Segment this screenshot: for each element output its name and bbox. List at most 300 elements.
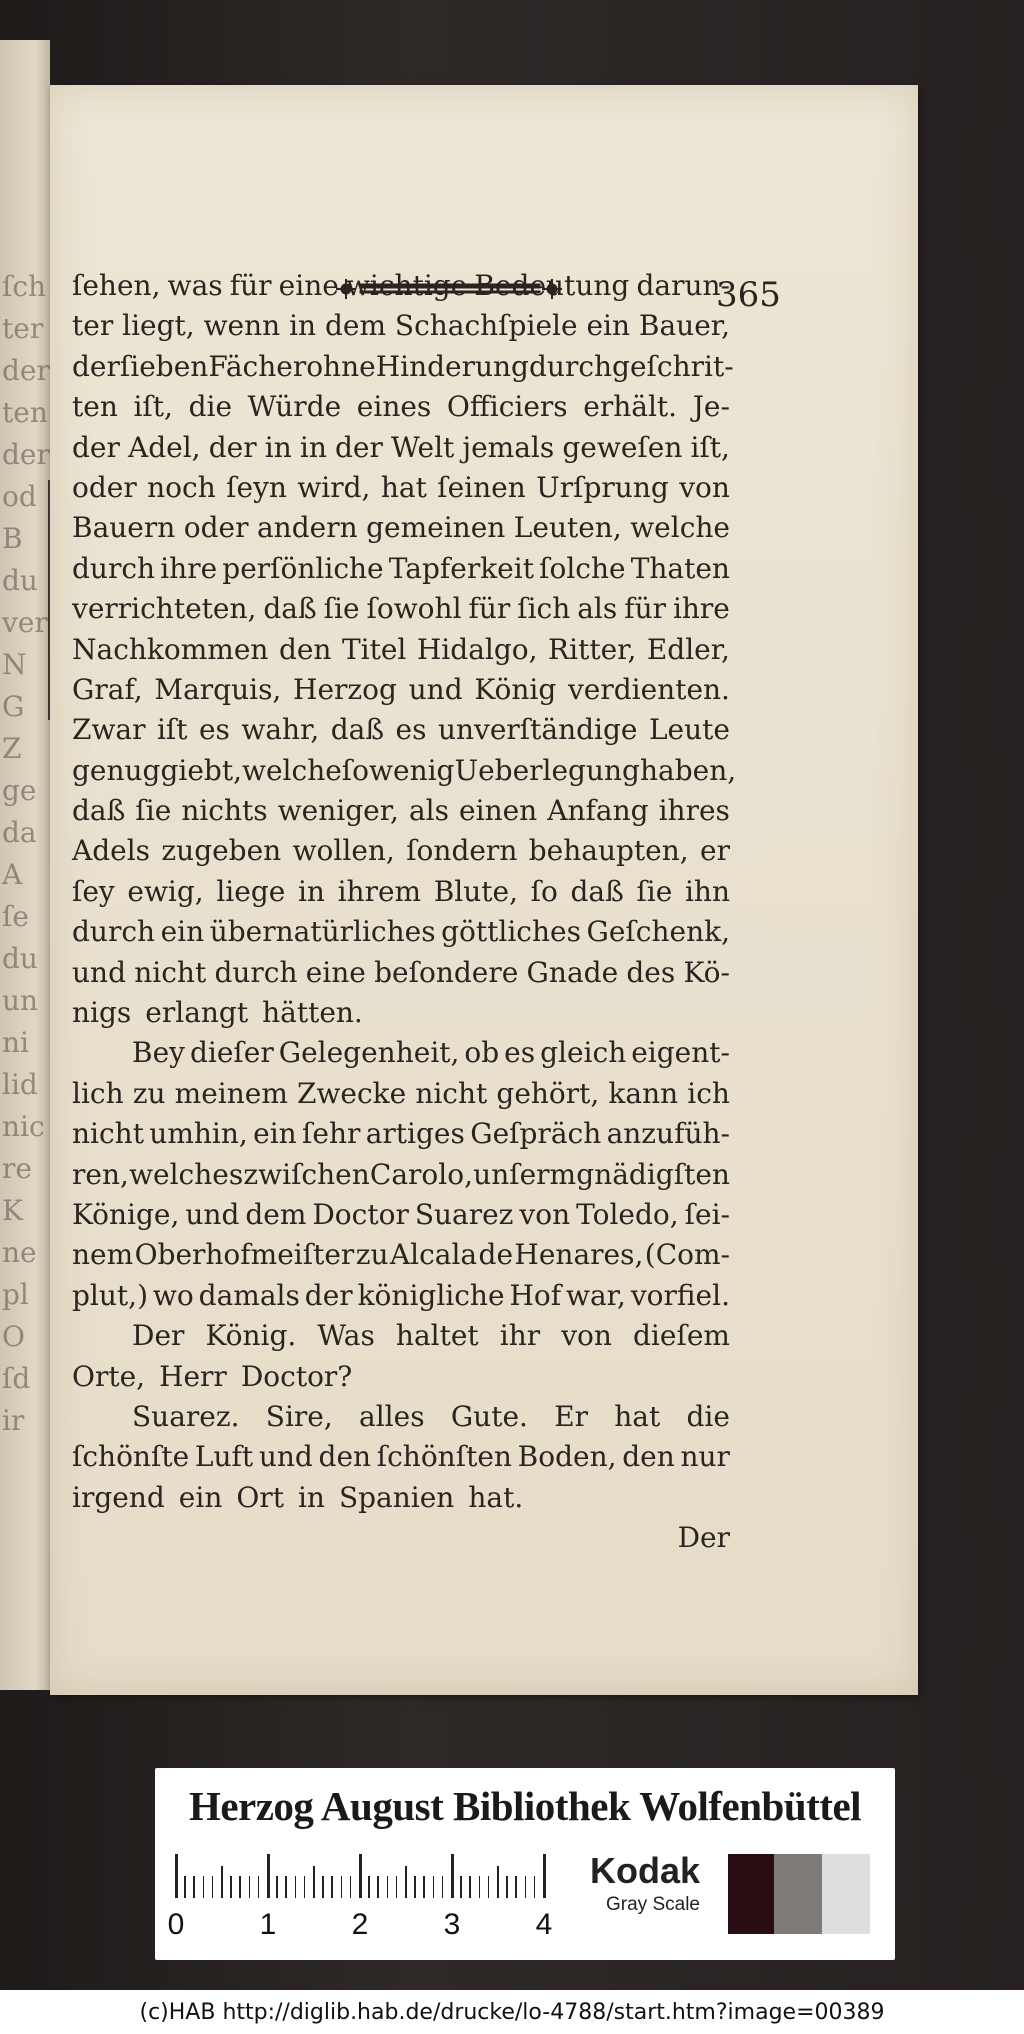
word: was [167, 269, 223, 302]
gray-swatch [774, 1854, 822, 1934]
word: Kö- [683, 955, 730, 989]
word: Suarez. [132, 1399, 240, 1433]
previous-page-fragment: K [2, 1194, 23, 1227]
word: weniger, [277, 794, 399, 828]
previous-page-fragment: od [2, 480, 37, 513]
word: iſt [156, 713, 188, 747]
word: artiges [365, 1117, 465, 1151]
word: ſehen, [72, 269, 161, 302]
word: welches [129, 1157, 244, 1191]
word: iſt, [133, 390, 173, 424]
word: Gelegenheit, [278, 1036, 460, 1070]
word: anzufüh- [606, 1117, 730, 1151]
text-line [72, 1478, 730, 1518]
word: lich [72, 1076, 124, 1110]
word: für [229, 269, 272, 302]
word: daß [263, 592, 317, 626]
previous-page-fragment: Z [2, 732, 22, 765]
word: ewig, [127, 874, 204, 908]
word: Je- [692, 390, 730, 424]
word: Orte, [72, 1359, 146, 1393]
gray-swatch [728, 1854, 774, 1934]
word: durch [72, 551, 156, 585]
ruler-tick [543, 1854, 546, 1898]
word: ſieben [119, 349, 209, 383]
text-line [72, 1316, 730, 1356]
ruler-tick [396, 1876, 398, 1898]
word: Adels [72, 834, 151, 868]
word: Carolo, [369, 1157, 473, 1191]
word: König. [205, 1319, 297, 1353]
word: Leute [648, 713, 730, 747]
previous-page-fragment: ſd [2, 1362, 31, 1395]
word: Ort [236, 1480, 284, 1514]
word: Leuten, [513, 511, 622, 545]
word: gemeinen [366, 511, 506, 545]
ruler-tick [313, 1866, 315, 1898]
ruler-tick [368, 1876, 370, 1898]
previous-page-fragment: ſe [2, 900, 29, 933]
text-line [72, 872, 730, 912]
ruler-tick [433, 1876, 435, 1898]
word: ſie [323, 592, 360, 626]
word: Hidalgo, [416, 632, 538, 666]
word: ſondern [406, 834, 518, 868]
word: dem [245, 1197, 307, 1231]
text-line [72, 953, 730, 993]
word: Anfang [547, 794, 649, 828]
ruler-tick [239, 1876, 241, 1898]
word: zugeben [161, 834, 282, 868]
word: ſchönſten [376, 1440, 512, 1474]
word: und [72, 955, 126, 989]
word: Könige, [72, 1197, 180, 1231]
word: in [297, 874, 325, 908]
word: einen [459, 794, 538, 828]
word: des [626, 955, 676, 989]
word: daß [570, 874, 624, 908]
word: wo [152, 1278, 194, 1312]
word: wenn [203, 309, 281, 343]
word: daß [72, 794, 126, 828]
word: der [72, 349, 120, 383]
word: den [622, 1440, 675, 1474]
text-line [72, 306, 730, 346]
previous-page-fragment: ir [2, 1404, 25, 1437]
word: kann [608, 1076, 679, 1110]
word: ohne [306, 349, 376, 383]
word: ſchönſte [72, 1440, 190, 1474]
word: ren, [72, 1157, 129, 1191]
word: und [258, 1440, 313, 1474]
word: haltet [395, 1319, 479, 1353]
word: König [474, 672, 557, 706]
ruler-tick [258, 1876, 260, 1898]
word: ihre [672, 592, 730, 626]
word: ſie [636, 874, 673, 908]
word: Bauern [72, 511, 176, 545]
word: der [304, 1278, 353, 1312]
word: Doctor [312, 1197, 409, 1231]
word: ſowohl [366, 592, 462, 626]
word: Boden, [517, 1440, 617, 1474]
ruler-number: 1 [259, 1908, 277, 1941]
ruler-tick [221, 1866, 223, 1898]
word: es [504, 1036, 536, 1070]
word: dem [324, 309, 386, 343]
ruler-number: 4 [535, 1908, 553, 1941]
word: gnädigſten [576, 1157, 730, 1191]
text-line [72, 751, 737, 791]
ruler-tick [341, 1876, 343, 1898]
word: von [519, 1197, 571, 1231]
margin-rule [48, 480, 50, 720]
word: gehört, [496, 1076, 600, 1110]
ruler-tick [534, 1876, 536, 1898]
page-body-text [72, 266, 737, 1559]
word: Urſprung [536, 470, 669, 504]
previous-page-fragment: ter [2, 312, 44, 345]
word: ſehr [302, 1117, 361, 1151]
word: nicht [72, 1117, 144, 1151]
word: giebt, [160, 753, 243, 787]
word: eine [305, 955, 366, 989]
ruler-tick [479, 1876, 481, 1898]
word: als [408, 794, 449, 828]
word: Zwar [72, 713, 146, 747]
word: de [478, 1238, 514, 1272]
ruler-tick [460, 1876, 462, 1898]
word: genug [72, 753, 161, 787]
word: und [408, 672, 463, 706]
gray-swatches [728, 1854, 878, 1934]
word: die [686, 1399, 730, 1433]
text-line [72, 387, 730, 427]
word: ein [586, 309, 630, 343]
text-line [72, 589, 730, 629]
text-line [72, 993, 730, 1033]
word: erhält. [583, 390, 678, 424]
ruler-tick [525, 1876, 527, 1898]
word: liegt, [122, 309, 195, 343]
word: perſönliche [222, 551, 384, 585]
ruler-tick [276, 1876, 278, 1898]
word: ſeyn [226, 470, 287, 504]
text-line [72, 1276, 730, 1316]
word: eigent- [631, 1036, 730, 1070]
word: darun- [636, 269, 730, 302]
word: ſo [341, 753, 370, 787]
word: hat. [468, 1480, 524, 1514]
word: nicht [134, 955, 207, 989]
word: Edler, [646, 632, 730, 666]
word: hat [380, 470, 427, 504]
word: er [700, 834, 730, 868]
word: für [468, 592, 511, 626]
ruler-tick [304, 1876, 306, 1898]
word: ihres [658, 794, 730, 828]
previous-page-fragment: der [2, 354, 50, 387]
word: meinem [174, 1076, 288, 1110]
ruler-tick [203, 1876, 205, 1898]
word: ein [178, 1480, 223, 1514]
word: daß [330, 713, 385, 747]
word: Suarez [414, 1197, 514, 1231]
word: dieſem [633, 1319, 730, 1353]
word: Welt [391, 430, 455, 464]
word: für [624, 592, 666, 626]
text-line [72, 347, 734, 387]
word: ter [72, 309, 114, 343]
ruler-tick [469, 1876, 471, 1898]
word: beſondere [374, 955, 519, 989]
word: ich [687, 1076, 730, 1110]
ruler-tick [267, 1854, 270, 1898]
copyright-footer: (c)HAB http://diglib.hab.de/drucke/lo-4788/start.htm?image=00389 [0, 1990, 1024, 2034]
text-line [72, 1074, 730, 1114]
word: ſolche [539, 551, 626, 585]
word: Tapferkeit [388, 551, 534, 585]
word: durchgeſchrit- [528, 349, 734, 383]
previous-page-fragment: A [2, 858, 23, 891]
word: oder [72, 470, 137, 504]
word: oder [183, 511, 249, 545]
text-line [72, 508, 730, 548]
previous-page-fragment: du [2, 564, 38, 597]
ruler-tick [359, 1854, 362, 1898]
word: durch [72, 915, 156, 949]
word: zu [132, 1076, 166, 1110]
word: in [299, 430, 327, 464]
ruler-tick [423, 1876, 425, 1898]
previous-page-fragment: nic [2, 1110, 45, 1143]
word: ihrem [337, 874, 422, 908]
kodak-logo: Kodak [590, 1850, 701, 1891]
ruler-tick [451, 1854, 454, 1898]
previous-page-fragment: O [2, 1320, 25, 1353]
gray-scale-label: Gray Scale [606, 1894, 700, 1915]
word: nicht [415, 1076, 488, 1110]
word: noch [147, 470, 216, 504]
word: Toledo, [576, 1197, 679, 1231]
catchword-line [72, 1518, 730, 1558]
ruler-tick [295, 1876, 297, 1898]
previous-page-fragment: ten [2, 396, 48, 429]
ruler-tick [414, 1876, 416, 1898]
text-line [72, 791, 730, 831]
word: göttliches [441, 915, 581, 949]
text-line [72, 266, 730, 306]
previous-page-fragment: B [2, 522, 23, 555]
word: ein [160, 915, 205, 949]
word: Er [554, 1399, 589, 1433]
word: und [185, 1197, 240, 1231]
word: geweſen [562, 430, 683, 464]
word: Doctor? [240, 1359, 353, 1393]
word: gleich [540, 1036, 627, 1070]
word: ten [72, 390, 118, 424]
word: Luft [194, 1440, 254, 1474]
word: Blute, [433, 874, 518, 908]
previous-page-fragment: re [2, 1152, 32, 1185]
previous-page-fragment: da [2, 816, 37, 849]
ruler-tick [405, 1866, 407, 1898]
word: vorfiel. [630, 1278, 730, 1312]
word: behaupten, [528, 834, 689, 868]
word: damals [198, 1278, 300, 1312]
previous-page-fragment: du [2, 942, 38, 975]
word: ihn [684, 874, 730, 908]
word: der [334, 430, 383, 464]
institution-name: Herzog August Bibliothek Wolfenbüttel [188, 1783, 862, 1829]
word: Ritter, [548, 632, 637, 666]
word: ihre [160, 551, 218, 585]
word: Spanien [338, 1480, 455, 1514]
word: übernatürliches [209, 915, 436, 949]
word: durch [214, 955, 298, 989]
text-line [72, 710, 730, 750]
word: verdienten. [567, 672, 730, 706]
previous-page-fragment: ſch [2, 270, 47, 303]
word: verrichteten, [72, 592, 257, 626]
word: Bey [132, 1036, 185, 1070]
word: Graf, [72, 672, 143, 706]
word: von [679, 470, 730, 504]
word: Marquis, [154, 672, 282, 706]
word: zu [355, 1238, 389, 1272]
ruler-tick [249, 1876, 251, 1898]
word: ihr [499, 1319, 541, 1353]
text-line [72, 1114, 730, 1154]
word: welche [242, 753, 342, 787]
word: der [72, 430, 120, 464]
word: ſeinen [437, 470, 526, 504]
word: Henares, [514, 1238, 644, 1272]
previous-page-fragment: lid [2, 1068, 38, 1101]
word: Adel, [128, 430, 201, 464]
word: nem [72, 1238, 134, 1272]
ruler-tick [212, 1876, 214, 1898]
word: nigs [72, 996, 132, 1030]
word: wird, [297, 470, 371, 504]
ruler-tick [230, 1876, 232, 1898]
word: erlangt [145, 996, 249, 1030]
word: eine [278, 269, 339, 302]
text-line [72, 1033, 730, 1073]
word: in [289, 309, 317, 343]
text-line [72, 1357, 730, 1397]
word: Würde [247, 390, 342, 424]
text-line [72, 1195, 730, 1235]
archive-label [155, 1768, 895, 1960]
word: Ueberlegung [454, 753, 640, 787]
catchword: Der [677, 1521, 730, 1555]
word: Officiers [446, 390, 568, 424]
word: wenig [369, 753, 455, 787]
word: in [264, 430, 292, 464]
text-line [72, 1155, 730, 1195]
ruler-tick [515, 1876, 517, 1898]
text-line [72, 428, 730, 468]
word: Nachkommen [72, 632, 269, 666]
text-line [72, 1235, 730, 1275]
word: es [198, 713, 230, 747]
word: Sire, [265, 1399, 333, 1433]
word: Gnade [526, 955, 619, 989]
text-line [72, 1437, 730, 1477]
ruler-number: 0 [167, 1908, 185, 1941]
ruler-number: 2 [351, 1908, 369, 1941]
word: Herr [159, 1359, 227, 1393]
word: den [318, 1440, 372, 1474]
word: ſich [517, 592, 571, 626]
word: Schachſpiele [394, 309, 578, 343]
word: hat [614, 1399, 661, 1433]
word: Herzog [293, 672, 397, 706]
word: Bauer, [638, 309, 730, 343]
text-line [72, 1397, 730, 1437]
word: die [188, 390, 233, 424]
word: Zwecke [296, 1076, 407, 1110]
word: Hinderung [375, 349, 529, 383]
previous-page-edge [0, 40, 50, 1690]
ruler-tick [506, 1876, 508, 1898]
previous-page-fragment: N [2, 648, 27, 681]
word: der [208, 430, 257, 464]
word: eines [356, 390, 432, 424]
word: Titel [341, 632, 407, 666]
previous-page-fragment: G [2, 690, 25, 723]
word: zwiſchen [243, 1157, 370, 1191]
word: es [395, 713, 427, 747]
word: Bedeutung [474, 269, 630, 302]
word: hätten. [262, 996, 363, 1030]
word: ein [253, 1117, 297, 1151]
ruler-tick [175, 1854, 178, 1898]
word: Was [317, 1319, 375, 1353]
text-line [72, 670, 730, 710]
word: unſerm [473, 1157, 577, 1191]
word: war, [566, 1278, 626, 1312]
ruler-tick [377, 1876, 379, 1898]
ruler-number: 3 [443, 1908, 461, 1941]
word: wahr, [241, 713, 320, 747]
word: ſei- [684, 1197, 730, 1231]
word: Alcala [389, 1238, 478, 1272]
word: jemals [462, 430, 555, 464]
word: nur [680, 1440, 730, 1474]
word: als [577, 592, 618, 626]
text-line [72, 630, 730, 670]
previous-page-fragment: ne [2, 1236, 37, 1269]
word: Oberhofmeiſter [134, 1238, 355, 1272]
word: ſo [530, 874, 558, 908]
ruler-tick [285, 1876, 287, 1898]
ruler-tick [350, 1876, 352, 1898]
ruler-tick [184, 1876, 186, 1898]
word: plut,) [72, 1278, 148, 1312]
word: Fächer [208, 349, 307, 383]
word: Geſpräch [470, 1117, 602, 1151]
word: iſt, [690, 430, 730, 464]
word: in [297, 1480, 325, 1514]
ruler-tick [497, 1866, 499, 1898]
word: nichts [181, 794, 268, 828]
word: alles [359, 1399, 425, 1433]
text-line [72, 549, 730, 589]
word: ſie [135, 794, 172, 828]
word: den [278, 632, 332, 666]
